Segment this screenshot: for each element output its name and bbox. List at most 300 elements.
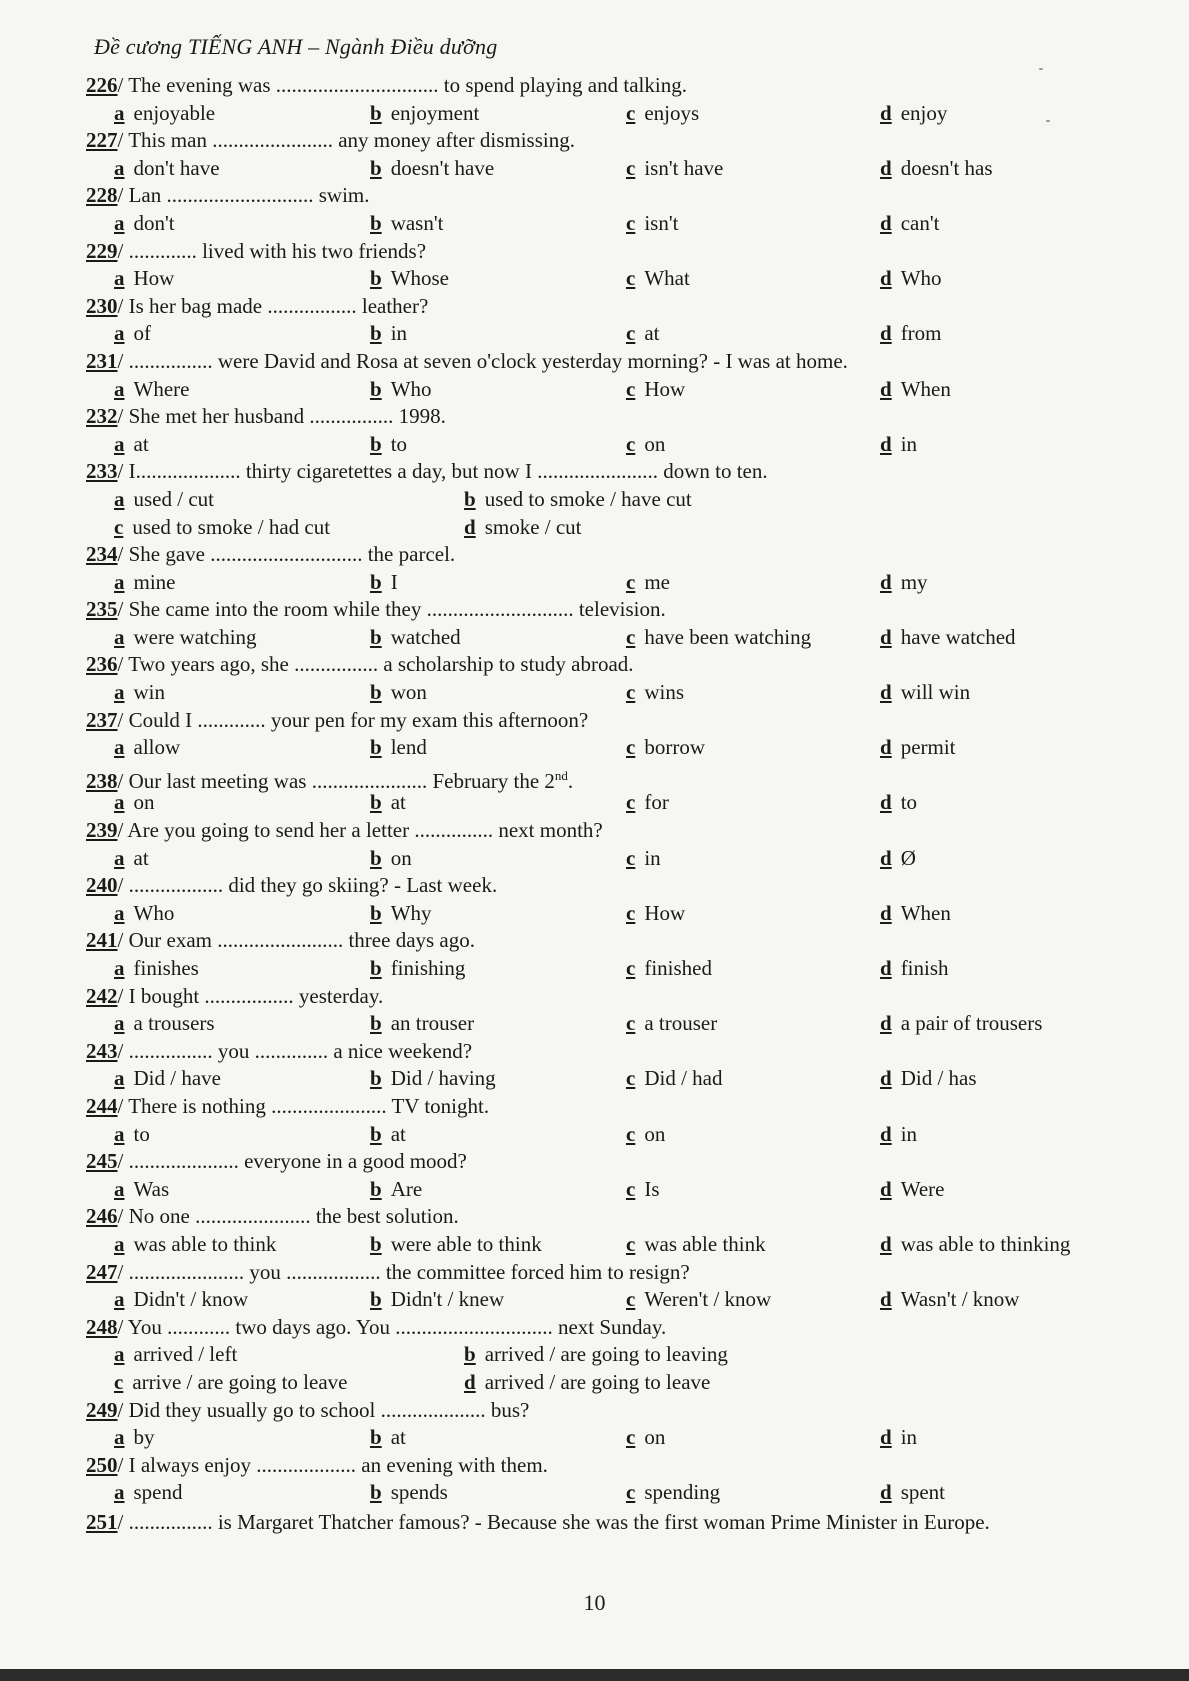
option-text: Was: [133, 1176, 170, 1201]
option-text: I: [390, 569, 398, 594]
question-text-end: .: [567, 768, 574, 793]
option-letter: a: [114, 210, 125, 235]
option-text: finishes: [133, 956, 199, 980]
option-text: spending: [644, 1480, 721, 1505]
option-row: [86, 955, 1146, 983]
question-stem: [86, 348, 1146, 376]
option-a: [114, 1286, 248, 1314]
option-row: [86, 1369, 1146, 1397]
question-stem: [86, 596, 1146, 624]
question-text: / Did they usually go to school .................... bus?: [117, 1397, 530, 1422]
question-235: [86, 596, 1146, 651]
option-letter: b: [370, 569, 382, 594]
option-a: [114, 486, 214, 514]
option-letter: a: [114, 1342, 125, 1367]
question-text: / I.................... thirty cigaretettes a day, but now I ....................... down to ten.: [117, 459, 768, 484]
option-letter: a: [114, 321, 125, 346]
question-232: [86, 403, 1146, 458]
option-text: How: [133, 266, 175, 291]
option-letter: d: [880, 900, 892, 925]
option-letter: b: [370, 845, 382, 870]
option-a: [114, 845, 149, 873]
option-letter: a: [114, 956, 125, 980]
option-row: [86, 376, 1146, 404]
option-letter: d: [880, 1425, 892, 1450]
option-row: [86, 265, 1146, 293]
option-text: in: [644, 845, 661, 870]
option-letter: c: [626, 956, 636, 980]
option-letter: c: [626, 1231, 636, 1256]
option-text: Did / have: [133, 1066, 221, 1091]
question-number: 244: [86, 1093, 118, 1118]
option-letter: b: [370, 100, 382, 125]
option-letter: b: [370, 210, 382, 235]
question-244: [86, 1093, 1146, 1148]
question-text: / You ............ two days ago. You .............................. next Sunday.: [117, 1314, 667, 1339]
option-letter: b: [370, 321, 382, 346]
option-row: [86, 486, 1146, 514]
option-text: enjoyable: [133, 100, 216, 125]
option-letter: a: [114, 486, 125, 511]
option-a: [114, 1479, 183, 1507]
option-letter: b: [464, 486, 476, 511]
option-a: [114, 376, 189, 404]
option-text: Who: [133, 900, 175, 925]
question-number: 232: [86, 404, 118, 429]
option-a: [114, 569, 176, 597]
option-text: allow: [133, 735, 181, 760]
option-a: [114, 1341, 237, 1369]
option-letter: b: [370, 735, 382, 760]
option-d: [464, 1369, 710, 1397]
option-letter: c: [626, 1011, 636, 1036]
option-text: When: [900, 376, 951, 401]
option-letter: c: [626, 321, 636, 346]
option-letter: b: [464, 1342, 476, 1367]
option-row: [86, 789, 1146, 817]
option-d: [880, 1424, 917, 1452]
option-c: [626, 1231, 766, 1259]
option-text: arrived / are going to leave: [484, 1369, 711, 1394]
question-number: 251: [86, 1509, 118, 1534]
option-a: [114, 1424, 155, 1452]
question-stem: [86, 293, 1146, 321]
question-text: / ................ is Margaret Thatcher famous? - Because she was the first woman Prime Minister in Europe.: [117, 1509, 990, 1534]
question-text: / ..................... everyone in a good mood?: [117, 1149, 467, 1174]
option-row: [86, 624, 1146, 652]
question-text: / ...................... you .................. the committee forced him to resign?: [117, 1259, 690, 1284]
option-letter: a: [114, 1480, 125, 1505]
question-text: / Our last meeting was ...................... February the 2: [117, 768, 555, 793]
option-letter: a: [114, 376, 125, 401]
question-228: [86, 182, 1146, 237]
option-b: [370, 431, 407, 459]
option-letter: c: [626, 1121, 636, 1146]
option-a: [114, 431, 149, 459]
question-stem: [86, 1397, 1146, 1425]
option-letter: d: [880, 1480, 892, 1505]
option-letter: d: [880, 569, 892, 594]
option-letter: d: [880, 321, 892, 346]
option-letter: c: [626, 1425, 636, 1450]
question-number: 250: [86, 1452, 118, 1477]
option-letter: c: [626, 569, 636, 594]
option-letter: c: [626, 735, 636, 760]
option-text: a trousers: [133, 1011, 215, 1036]
option-letter: a: [114, 1176, 125, 1201]
option-text: in: [390, 321, 408, 346]
option-text: at: [390, 1425, 406, 1450]
option-text: permit: [900, 735, 956, 760]
option-text: doesn't have: [390, 155, 495, 180]
option-letter: a: [114, 155, 125, 180]
option-text: on: [390, 845, 412, 870]
question-text: / Our exam ........................ three days ago.: [117, 928, 476, 953]
option-b: [370, 900, 432, 928]
option-letter: b: [370, 1480, 382, 1505]
question-236: [86, 651, 1146, 706]
question-text: / This man ....................... any money after dismissing.: [117, 128, 575, 153]
option-text: What: [644, 266, 690, 291]
option-a: [114, 100, 215, 128]
option-row: [86, 1065, 1146, 1093]
option-a: [114, 1121, 150, 1149]
option-letter: c: [626, 790, 636, 815]
option-letter: b: [370, 1176, 382, 1201]
question-233: [86, 458, 1146, 541]
option-text: Are: [390, 1176, 423, 1201]
option-letter: a: [114, 100, 125, 125]
question-text: / There is nothing ...................... TV tonight.: [117, 1093, 490, 1118]
option-text: at: [133, 845, 149, 870]
option-c: [626, 845, 661, 873]
option-text: Who: [390, 376, 432, 401]
option-row: [86, 514, 1146, 542]
option-text: Didn't / knew: [390, 1287, 505, 1312]
option-letter: c: [626, 624, 636, 649]
question-240: [86, 872, 1146, 927]
question-number: 237: [86, 707, 118, 732]
option-text: was able think: [644, 1231, 766, 1256]
question-stem: [86, 403, 1146, 431]
option-text: How: [644, 900, 686, 925]
option-letter: b: [370, 1425, 382, 1450]
ordinal-suffix: nd: [554, 767, 568, 783]
option-d: [880, 734, 956, 762]
option-letter: b: [370, 680, 382, 705]
option-d: [880, 624, 1016, 652]
option-row: [86, 734, 1146, 762]
option-c: [626, 320, 659, 348]
option-d: [880, 1010, 1042, 1038]
option-text: enjoys: [644, 100, 700, 125]
question-stem: [86, 541, 1146, 569]
question-number: 240: [86, 873, 118, 898]
option-d: [880, 845, 916, 873]
option-b: [370, 789, 406, 817]
question-stem: [86, 1203, 1146, 1231]
question-237: [86, 707, 1146, 762]
option-letter: a: [114, 1066, 125, 1091]
option-b: [370, 845, 412, 873]
option-c: [626, 1176, 660, 1204]
question-stem: [86, 1038, 1146, 1066]
option-text: on: [644, 1425, 666, 1450]
question-stem: [86, 1259, 1146, 1287]
option-c: [626, 1065, 722, 1093]
option-text: don't have: [133, 155, 220, 180]
question-246: [86, 1203, 1146, 1258]
option-text: have been watching: [644, 624, 812, 649]
option-letter: d: [880, 1066, 892, 1091]
option-b: [370, 624, 461, 652]
option-c: [626, 734, 705, 762]
question-text: / She gave ............................. the parcel.: [117, 542, 456, 567]
option-d: [880, 431, 917, 459]
option-c: [626, 900, 685, 928]
option-letter: a: [114, 431, 125, 456]
option-text: for: [644, 790, 669, 815]
option-row: [86, 1176, 1146, 1204]
question-stem: [86, 762, 1146, 793]
option-letter: a: [114, 1425, 125, 1450]
option-letter: b: [370, 1121, 382, 1146]
option-d: [880, 679, 970, 707]
option-letter: c: [626, 100, 636, 125]
option-text: arrived / are going to leaving: [484, 1342, 728, 1367]
option-text: were able to think: [390, 1231, 542, 1256]
option-letter: a: [114, 624, 125, 649]
question-250: [86, 1452, 1146, 1507]
option-text: Ø: [900, 845, 916, 870]
question-number: 235: [86, 597, 118, 622]
question-number: 236: [86, 652, 118, 677]
option-text: finish: [900, 956, 949, 980]
question-number: 238: [86, 768, 118, 793]
option-b: [464, 486, 692, 514]
option-text: Wasn't / know: [900, 1287, 1020, 1312]
option-d: [880, 789, 917, 817]
scan-bottom-edge: [0, 1669, 1189, 1681]
option-letter: c: [626, 431, 636, 456]
option-d: [880, 1065, 977, 1093]
option-text: wasn't: [390, 210, 444, 235]
option-letter: d: [464, 1369, 476, 1394]
option-letter: b: [370, 376, 382, 401]
option-d: [880, 376, 951, 404]
option-a: [114, 900, 174, 928]
option-b: [464, 1341, 728, 1369]
option-c: [626, 155, 723, 183]
option-letter: d: [880, 431, 892, 456]
question-249: [86, 1397, 1146, 1452]
option-c: [626, 1286, 771, 1314]
option-row: [86, 1286, 1146, 1314]
question-stem: [86, 872, 1146, 900]
option-d: [880, 1479, 945, 1507]
question-number: 243: [86, 1038, 118, 1063]
question-text: / The evening was ............................... to spend playing and talking.: [117, 73, 687, 97]
question-text: / ................ were David and Rosa at seven o'clock yesterday morning? - I was at home.: [117, 348, 848, 373]
option-d: [880, 100, 947, 128]
option-text: used to smoke / had cut: [132, 514, 331, 539]
question-number: 242: [86, 983, 118, 1008]
option-b: [370, 679, 427, 707]
question-number: 234: [86, 542, 118, 567]
option-a: [114, 155, 220, 183]
option-letter: c: [114, 514, 124, 539]
option-text: an trouser: [390, 1011, 475, 1036]
option-a: [114, 1010, 215, 1038]
option-letter: a: [114, 790, 125, 815]
option-letter: c: [626, 1287, 636, 1312]
option-row: [86, 431, 1146, 459]
question-stem: [86, 182, 1146, 210]
option-letter: b: [370, 1011, 382, 1036]
option-text: wins: [644, 680, 685, 705]
option-text: win: [133, 680, 165, 705]
option-c: [114, 514, 330, 542]
option-text: me: [644, 569, 670, 594]
option-letter: c: [626, 210, 636, 235]
option-b: [370, 320, 407, 348]
option-text: Were: [900, 1176, 945, 1201]
option-text: don't: [133, 210, 175, 235]
option-c: [626, 569, 670, 597]
option-c: [626, 1010, 717, 1038]
question-text: / Two years ago, she ................ a scholarship to study abroad.: [117, 652, 634, 677]
question-number: 228: [86, 183, 118, 208]
question-248: [86, 1314, 1146, 1397]
option-a: [114, 624, 257, 652]
option-c: [626, 1479, 720, 1507]
question-227: [86, 127, 1146, 182]
question-230: [86, 293, 1146, 348]
option-d: [880, 1231, 1070, 1259]
option-b: [370, 955, 465, 983]
option-letter: d: [880, 1176, 892, 1201]
option-text: a trouser: [644, 1011, 718, 1036]
option-d: [880, 1176, 944, 1204]
option-text: to: [390, 431, 408, 456]
option-b: [370, 1286, 504, 1314]
option-text: enjoy: [900, 100, 948, 125]
option-letter: a: [114, 845, 125, 870]
option-text: have watched: [900, 624, 1016, 649]
option-b: [370, 1424, 406, 1452]
option-letter: d: [880, 624, 892, 649]
option-row: [86, 1231, 1146, 1259]
option-d: [880, 210, 939, 238]
option-text: Weren't / know: [644, 1287, 772, 1312]
question-text: / I always enjoy ................... an evening with them.: [117, 1452, 548, 1477]
option-text: spend: [133, 1480, 183, 1505]
option-text: were watching: [133, 624, 257, 649]
option-text: on: [644, 431, 666, 456]
option-a: [114, 1176, 169, 1204]
question-stem: [86, 1452, 1146, 1480]
option-letter: a: [114, 680, 125, 705]
page-header-title: Đề cương TIẾNG ANH – Ngành Điều dưỡng: [94, 34, 498, 59]
question-text: / Could I ............. your pen for my exam this afternoon?: [117, 707, 589, 732]
question-number: 248: [86, 1314, 118, 1339]
option-d: [880, 1286, 1019, 1314]
option-text: enjoyment: [390, 100, 480, 125]
option-text: Why: [390, 900, 432, 925]
option-letter: a: [114, 900, 125, 925]
option-text: at: [133, 431, 149, 456]
option-text: spent: [900, 1480, 946, 1505]
question-stem: [86, 817, 1146, 845]
option-a: [114, 679, 165, 707]
option-c: [626, 1121, 665, 1149]
option-row: [86, 1424, 1146, 1452]
question-231: [86, 348, 1146, 403]
question-245: [86, 1148, 1146, 1203]
option-row: [86, 900, 1146, 928]
option-text: won: [390, 680, 427, 705]
option-b: [370, 1065, 496, 1093]
option-d: [880, 955, 949, 983]
question-list: [86, 72, 1146, 1534]
option-text: mine: [133, 569, 176, 594]
option-text: at: [644, 321, 660, 346]
option-letter: c: [114, 1369, 124, 1394]
option-text: can't: [900, 210, 940, 235]
question-number: 246: [86, 1204, 118, 1229]
option-text: of: [133, 321, 151, 346]
option-text: Whose: [390, 266, 450, 291]
option-text: by: [133, 1425, 155, 1450]
option-text: arrived / left: [133, 1342, 238, 1367]
question-stem: [86, 127, 1146, 155]
question-number: 230: [86, 293, 118, 318]
option-letter: b: [370, 900, 382, 925]
option-text: Is: [644, 1176, 660, 1201]
option-a: [114, 210, 175, 238]
question-number: 245: [86, 1149, 118, 1174]
option-text: smoke / cut: [484, 514, 582, 539]
option-a: [114, 1231, 276, 1259]
question-226: [86, 72, 1146, 127]
option-letter: c: [626, 680, 636, 705]
option-b: [370, 376, 432, 404]
option-letter: a: [114, 1121, 125, 1146]
option-row: [86, 1479, 1146, 1507]
option-d: [464, 514, 582, 542]
option-letter: c: [626, 900, 636, 925]
question-number: 231: [86, 348, 118, 373]
option-text: isn't: [644, 210, 679, 235]
option-letter: d: [880, 1011, 892, 1036]
option-text: finishing: [390, 956, 466, 980]
option-b: [370, 734, 427, 762]
option-b: [370, 1121, 406, 1149]
option-letter: a: [114, 1287, 125, 1312]
option-row: [86, 100, 1146, 128]
question-number: 227: [86, 128, 118, 153]
option-text: borrow: [644, 735, 705, 760]
option-letter: d: [880, 1121, 892, 1146]
option-text: from: [900, 321, 942, 346]
option-text: was able to thinking: [900, 1231, 1071, 1256]
option-c: [626, 431, 665, 459]
option-text: in: [900, 1121, 918, 1146]
option-letter: d: [880, 845, 892, 870]
option-letter: a: [114, 1011, 125, 1036]
question-number: 241: [86, 928, 118, 953]
question-text: / She met her husband ................ 1998.: [117, 404, 446, 429]
